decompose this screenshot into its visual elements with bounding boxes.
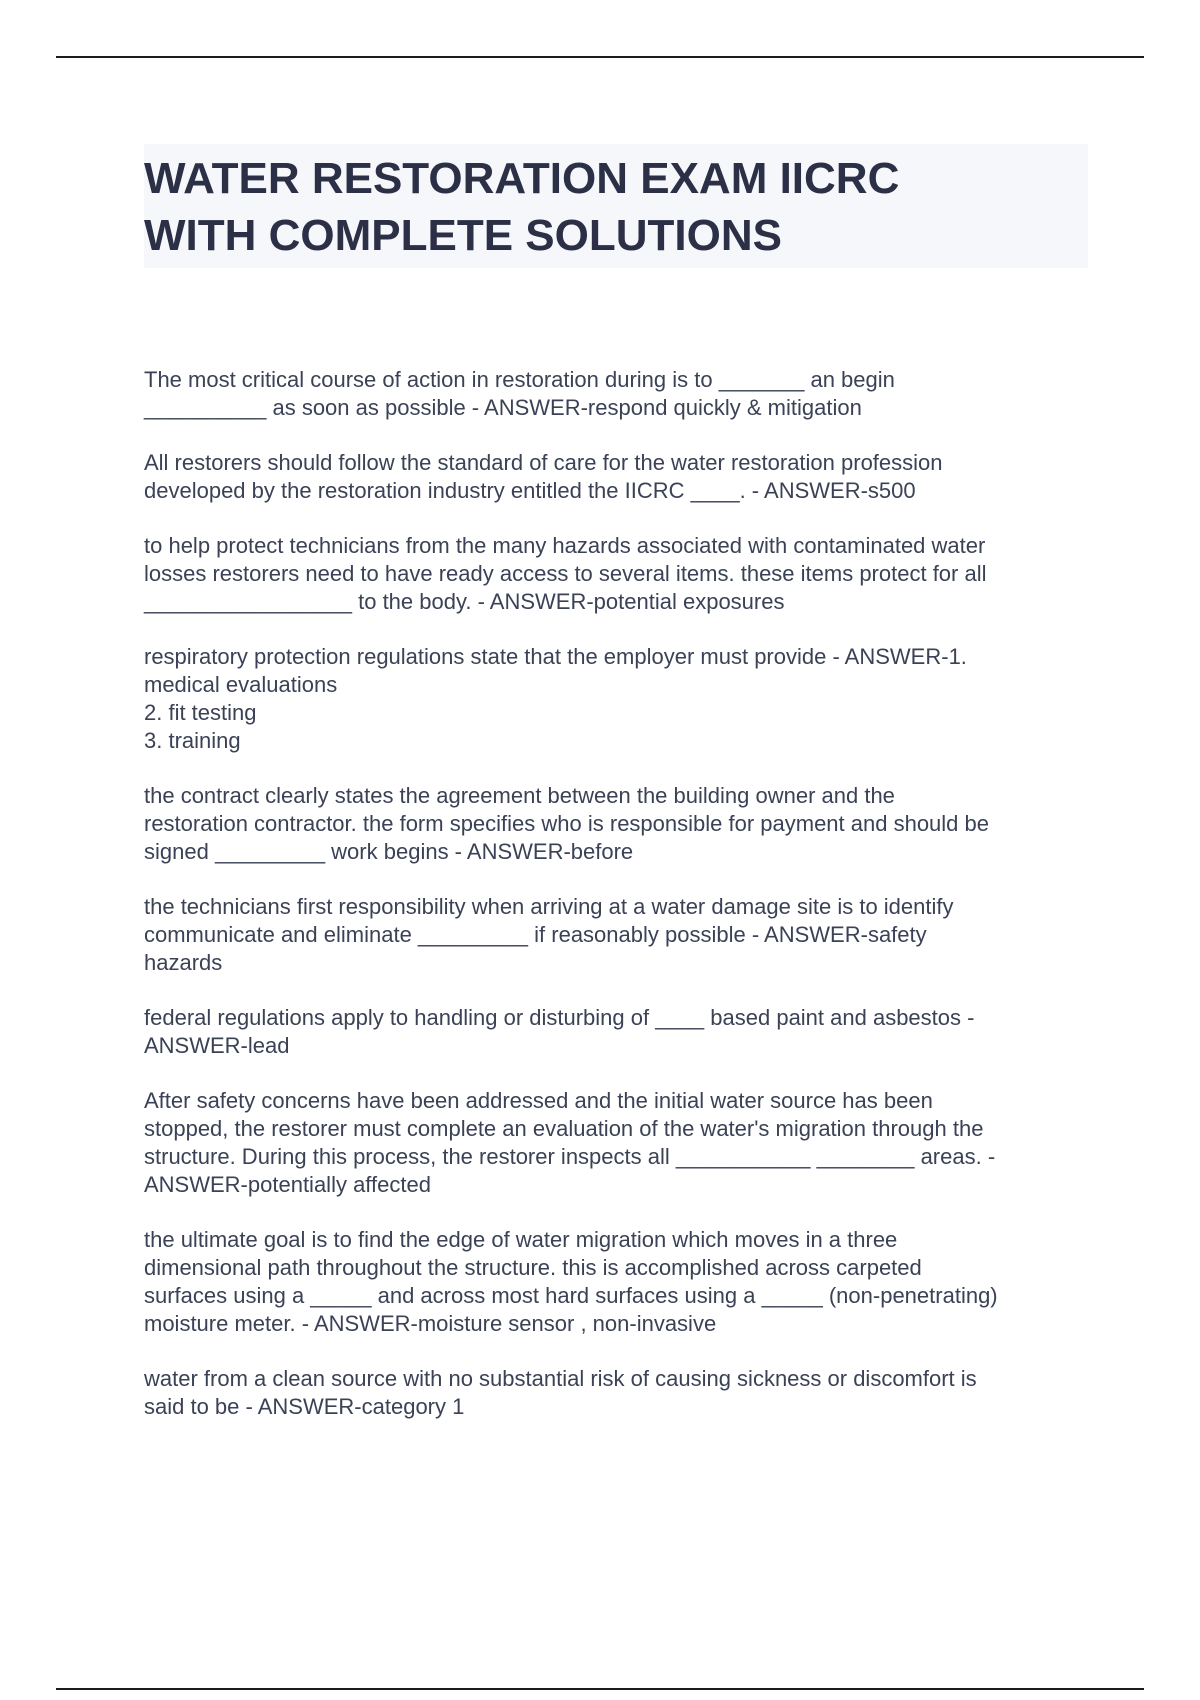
question-text-line: said to be - ANSWER-category 1 (144, 1394, 465, 1419)
title-line: WITH COMPLETE SOLUTIONS (144, 211, 782, 260)
question-text-line: The most critical course of action in restoration during is to _______ an begin (144, 367, 895, 392)
question-item (144, 782, 1094, 866)
question-text-line: stopped, the restorer must complete an evaluation of the water's migration through the (144, 1116, 984, 1141)
title-line: WATER RESTORATION EXAM IICRC (144, 154, 900, 203)
question-list (144, 366, 1094, 1448)
question-text-line: 2. fit testing (144, 700, 257, 725)
question-item (144, 893, 1094, 977)
question-text-line: restoration contractor. the form specifies who is responsible for payment and should be (144, 811, 990, 836)
question-text-line: federal regulations apply to handling or disturbing of ____ based paint and asbestos - (144, 1005, 975, 1030)
question-text-line: to help protect technicians from the many hazards associated with contaminated water (144, 533, 986, 558)
document-title (144, 144, 1088, 268)
header-rule (56, 56, 1144, 58)
question-text-line: medical evaluations (144, 672, 338, 697)
question-text-line: ANSWER-lead (144, 1033, 290, 1058)
question-text-line: signed _________ work begins - ANSWER-before (144, 839, 634, 864)
question-item (144, 449, 1094, 505)
question-item (144, 1004, 1094, 1060)
question-item (144, 1087, 1094, 1199)
question-text-line: ANSWER-potentially affected (144, 1172, 431, 1197)
question-text-line: structure. During this process, the restorer inspects all ___________ ________ areas. - (144, 1144, 996, 1169)
question-text-line: developed by the restoration industry entitled the IICRC ____. - ANSWER-s500 (144, 478, 916, 503)
question-text-line: hazards (144, 950, 223, 975)
question-item (144, 643, 1094, 755)
question-text-line: communicate and eliminate _________ if reasonably possible - ANSWER-safety (144, 922, 927, 947)
question-item (144, 366, 1094, 422)
footer-rule (56, 1688, 1144, 1690)
question-text-line: water from a clean source with no substantial risk of causing sickness or discomfort is (144, 1366, 977, 1391)
question-text-line: All restorers should follow the standard of care for the water restoration profession (144, 450, 943, 475)
question-text-line: 3. training (144, 728, 241, 753)
question-item (144, 532, 1094, 616)
question-item (144, 1226, 1094, 1338)
question-text-line: the technicians first responsibility when arriving at a water damage site is to identify (144, 894, 954, 919)
question-text-line: surfaces using a _____ and across most hard surfaces using a _____ (non-penetrating) (144, 1283, 998, 1308)
question-text-line: dimensional path throughout the structure. this is accomplished across carpeted (144, 1255, 922, 1280)
question-text-line: losses restorers need to have ready access to several items. these items protect for all (144, 561, 987, 586)
question-text-line: the ultimate goal is to find the edge of water migration which moves in a three (144, 1227, 898, 1252)
question-text-line: After safety concerns have been addressed and the initial water source has been (144, 1088, 933, 1113)
question-text-line: respiratory protection regulations state that the employer must provide - ANSWER-1. (144, 644, 967, 669)
question-text-line: _________________ to the body. - ANSWER-potential exposures (144, 589, 785, 614)
question-text-line: moisture meter. - ANSWER-moisture sensor , non-invasive (144, 1311, 717, 1336)
question-text-line: __________ as soon as possible - ANSWER-respond quickly & mitigation (144, 395, 862, 420)
question-text-line: the contract clearly states the agreement between the building owner and the (144, 783, 895, 808)
question-item (144, 1365, 1094, 1421)
